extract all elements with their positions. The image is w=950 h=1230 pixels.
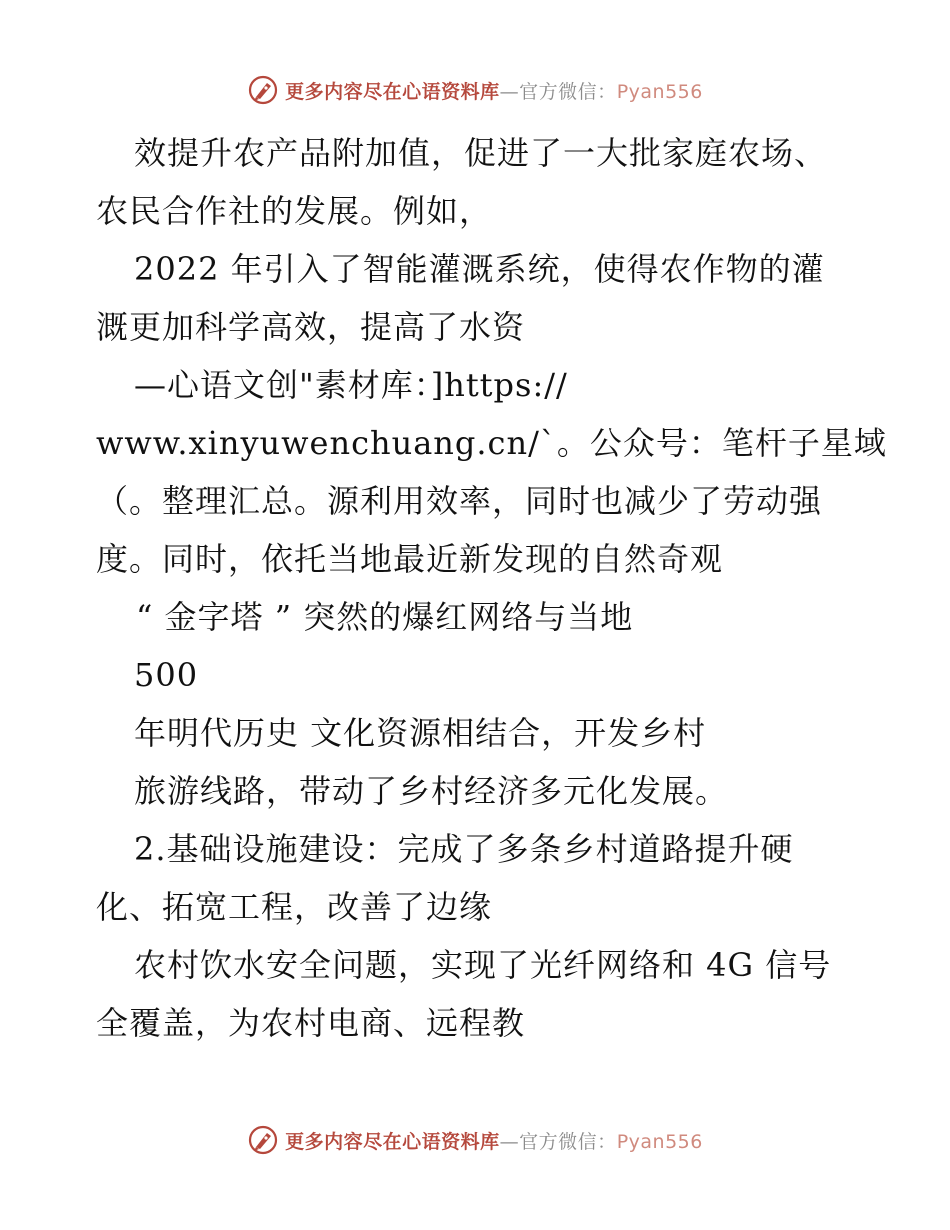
pen-nib-logo-icon bbox=[247, 1124, 279, 1156]
document-body bbox=[96, 124, 887, 1052]
body-line: 农民合作社的发展。例如， bbox=[96, 192, 493, 230]
body-line: （。整理汇总。源利用效率，同时也减少了劳动强 bbox=[96, 482, 823, 520]
body-line: 年明代历史 文化资源相结合，开发乡村 bbox=[134, 714, 707, 752]
footer-banner-text bbox=[285, 1127, 703, 1154]
banner-dash: — bbox=[499, 1130, 520, 1153]
body-line: www.xinyuwenchuang.cn/`。公众号：笔杆子星域 bbox=[96, 424, 887, 462]
body-line: 旅游线路，带动了乡村经济多元化发展。 bbox=[134, 772, 729, 810]
header-banner bbox=[0, 70, 950, 110]
body-line: —心语文创"素材库：]https:// bbox=[134, 366, 568, 404]
body-line: “ 金字塔 ” 突然的爆红网络与当地 bbox=[136, 598, 634, 636]
body-line: 化、拓宽工程，改善了边缘 bbox=[96, 888, 493, 926]
body-line: 度。同时，依托当地最近新发现的自然奇观 bbox=[96, 540, 724, 578]
body-line: 500 bbox=[134, 656, 199, 694]
banner-dash: — bbox=[499, 80, 520, 103]
body-line: 2022 年引入了智能灌溉系统，使得农作物的灌 bbox=[134, 250, 825, 288]
banner-wechat-id: Pyan556 bbox=[616, 1130, 703, 1153]
body-line: 2.基础设施建设：完成了多条乡村道路提升硬 bbox=[134, 830, 794, 868]
body-line: 农村饮水安全问题，实现了光纤网络和 4G 信号 bbox=[134, 946, 832, 984]
body-line: 全覆盖，为农村电商、远程教 bbox=[96, 1004, 526, 1042]
banner-wechat-label: 官方微信： bbox=[519, 80, 617, 103]
body-line: 效提升农产品附加值，促进了一大批家庭农场、 bbox=[134, 134, 828, 172]
pen-nib-logo-icon bbox=[247, 74, 279, 106]
header-banner-text bbox=[285, 77, 703, 104]
banner-wechat-id: Pyan556 bbox=[616, 80, 703, 103]
footer-banner bbox=[0, 1120, 950, 1160]
body-line: 溉更加科学高效，提高了水资 bbox=[96, 308, 526, 346]
banner-main-text: 更多内容尽在心语资料库 bbox=[285, 1130, 500, 1153]
banner-main-text: 更多内容尽在心语资料库 bbox=[285, 80, 500, 103]
banner-wechat-label: 官方微信： bbox=[519, 1130, 617, 1153]
